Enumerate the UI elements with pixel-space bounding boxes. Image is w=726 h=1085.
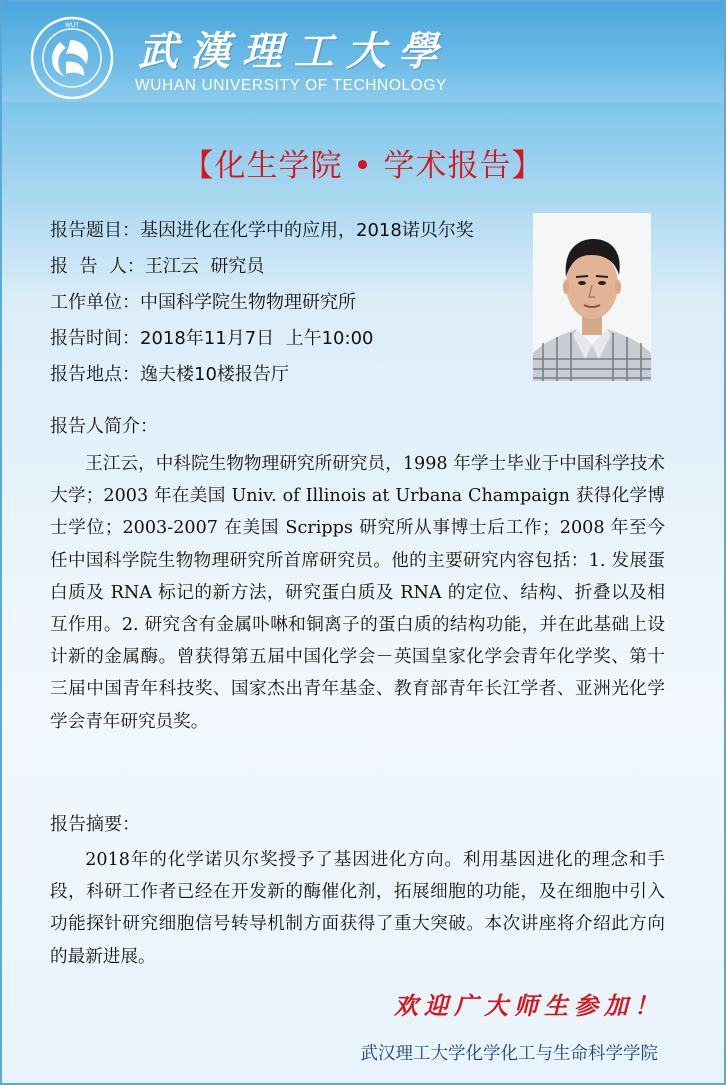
- event-title: 【化生学院 • 学术报告】: [182, 148, 544, 184]
- wut-emblem-icon: [30, 16, 114, 100]
- info-speaker: 报 告 人：王江云 研究员: [50, 256, 265, 277]
- speaker-photo: [533, 213, 651, 381]
- talk-abstract: 2018年的化学诺贝尔奖授予了基因进化方向。利用基因进化的理念和手段，科研工作者已经在开发新的酶催化剂，拓展细胞的功能，及在细胞中引入功能探针研究细胞信号转导机制方面获得了重大突破。本次讲座将介绍此方向的最新进展。: [50, 850, 665, 967]
- info-location: 报告地点：逸夫楼10楼报告厅: [50, 364, 289, 385]
- info-affiliation: 工作单位：中国科学院生物物理研究所: [50, 292, 356, 313]
- host-school: 武汉理工大学化学化工与生命科学学院: [360, 1044, 658, 1064]
- info-time: 报告时间：2018年11月7日 上午10:00: [50, 328, 374, 349]
- header-banner: [2, 2, 724, 102]
- university-name-cn: 武漢理工大學: [138, 28, 450, 75]
- info-topic: 报告题目：基因进化在化学中的应用，2018诺贝尔奖: [50, 220, 474, 241]
- welcome-message: 欢迎广大师生参加！: [394, 991, 664, 1020]
- university-name-en: WUHAN UNIVERSITY OF TECHNOLOGY: [135, 77, 447, 94]
- abstract-label: 报告摘要：: [50, 814, 140, 835]
- speaker-bio: 王江云，中科院生物物理研究所研究员，1998 年学士毕业于中国科学技术大学；2003 年在美国 Univ. of Illinois at Urbana Champaign 获得化学博士学位；2003-2007 在美国 Scripps 研究所从事博士后工作；2008 年至今任中国科学院生物物理研究所首席研究员。他的主要研究内容包括：1. 发展蛋白质及 RNA 标记的新方法，研究蛋白质及 RNA 的定位、结构、折叠以及相互作用。2. 研究含有金属卟啉和铜离子的蛋白质的结构功能，并在此基础上设计新的金属酶。曾获得第五届中国化学会－英国皇家化学会青年化学奖、第十三届中国青年科技奖、国家杰出青年基金、教育部青年长江学者、亚洲光化学学会青年研究员奖。: [50, 454, 665, 732]
- event-info: [50, 213, 530, 393]
- svg-text:WUT: WUT: [65, 22, 79, 29]
- bio-label: 报告人简介：: [50, 416, 158, 437]
